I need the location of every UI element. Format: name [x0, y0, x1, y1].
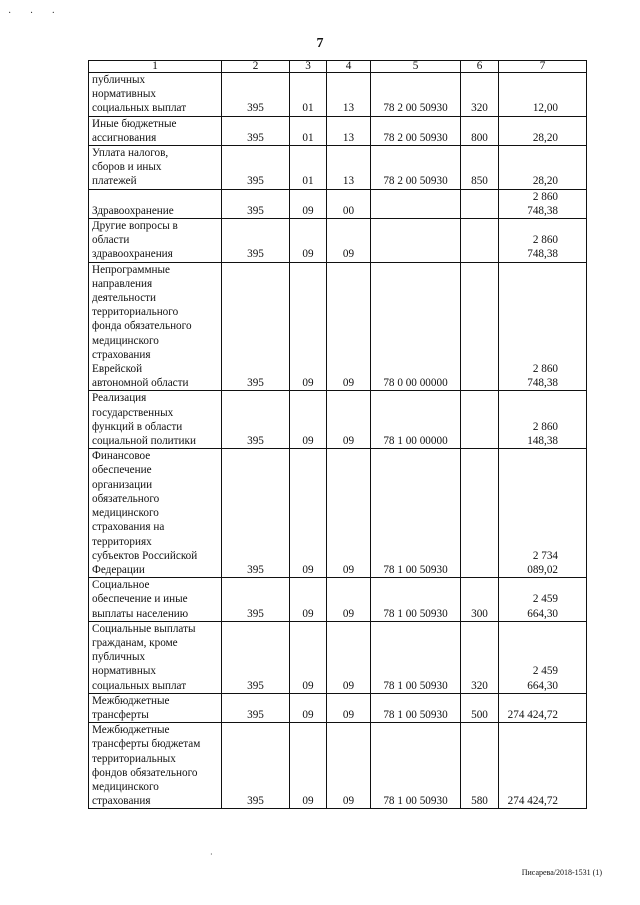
row-name-line: Финансовое — [92, 450, 151, 463]
row-name-line: публичных — [92, 651, 146, 664]
row-name-line: Непрограммные — [92, 263, 170, 276]
table-row — [89, 391, 587, 449]
expense-type-cell — [461, 189, 499, 218]
admin-code-cell: 395 — [222, 116, 290, 145]
amount-cell: 28,20 — [499, 116, 587, 145]
table-row — [89, 262, 587, 391]
row-name-line: трансферты — [92, 708, 149, 721]
row-name-line: Еврейской — [92, 363, 143, 376]
row-name-line: страхования — [92, 348, 151, 361]
row-name-line: Федерации — [92, 563, 145, 576]
section-cell: 01 — [290, 73, 327, 117]
amount-cell: 274 424,72 — [499, 693, 587, 722]
expense-type-cell: 500 — [461, 693, 499, 722]
admin-code-cell: 395 — [222, 219, 290, 263]
row-name — [89, 262, 222, 391]
amount-cell: 2 459 664,30 — [499, 621, 587, 693]
row-name-line: обеспечение и иные — [92, 593, 188, 606]
row-name-line: деятельности — [92, 292, 157, 305]
expense-type-cell: 320 — [461, 73, 499, 117]
header-cell: 4 — [327, 61, 371, 73]
section-cell: 09 — [290, 262, 327, 391]
expense-type-cell — [461, 262, 499, 391]
admin-code-cell: 395 — [222, 693, 290, 722]
subsection-cell: 09 — [327, 578, 371, 622]
row-name-line: Другие вопросы в — [92, 220, 178, 233]
table-body — [89, 61, 587, 809]
admin-code-cell: 395 — [222, 189, 290, 218]
admin-code-cell: 395 — [222, 391, 290, 449]
admin-code-cell: 395 — [222, 73, 290, 117]
header-cell: 7 — [499, 61, 587, 73]
row-name-line: направления — [92, 277, 153, 290]
header-cell: 5 — [371, 61, 461, 73]
row-name-line: сборов и иных — [92, 161, 162, 174]
row-name — [89, 116, 222, 145]
table-row — [89, 693, 587, 722]
budget-table — [88, 60, 587, 809]
row-name — [89, 723, 222, 809]
table-row — [89, 146, 587, 190]
row-name-line: организации — [92, 478, 153, 491]
row-name-line: территориального — [92, 306, 179, 319]
table-row — [89, 219, 587, 263]
amount-cell: 12,00 — [499, 73, 587, 117]
section-cell: 09 — [290, 693, 327, 722]
row-name-line: государственных — [92, 406, 174, 419]
admin-code-cell: 395 — [222, 146, 290, 190]
row-name-line: социальных выплат — [92, 679, 187, 692]
row-name-line: социальных выплат — [92, 102, 187, 115]
expense-type-cell: 300 — [461, 578, 499, 622]
header-cell: 3 — [290, 61, 327, 73]
row-name-line: трансферты бюджетам — [92, 738, 201, 751]
page-number: 7 — [316, 36, 324, 51]
row-name-line: гражданам, кроме — [92, 636, 178, 649]
expense-type-cell: 320 — [461, 621, 499, 693]
row-name-line: Здравоохранение — [92, 204, 174, 217]
row-name-line: страхования на — [92, 521, 165, 534]
row-name-line: публичных — [92, 74, 146, 86]
admin-code-cell: 395 — [222, 621, 290, 693]
target-article-cell: 78 2 00 50930 — [371, 73, 461, 117]
expense-type-cell: 580 — [461, 723, 499, 809]
expense-type-cell: 800 — [461, 116, 499, 145]
target-article-cell: 78 2 00 50930 — [371, 116, 461, 145]
admin-code-cell: 395 — [222, 723, 290, 809]
expense-type-cell — [461, 219, 499, 263]
section-cell: 01 — [290, 146, 327, 190]
header-cell: 6 — [461, 61, 499, 73]
section-cell: 09 — [290, 578, 327, 622]
amount-cell: 274 424,72 — [499, 723, 587, 809]
section-cell: 09 — [290, 621, 327, 693]
table-row — [89, 578, 587, 622]
header-cell: 1 — [89, 61, 222, 73]
subsection-cell: 00 — [327, 189, 371, 218]
section-cell: 09 — [290, 723, 327, 809]
amount-cell: 2 860 748,38 — [499, 219, 587, 263]
row-name-line: страхования — [92, 795, 151, 808]
row-name-line: Социальные выплаты — [92, 622, 196, 635]
row-name — [89, 693, 222, 722]
row-name — [89, 73, 222, 117]
row-name-line: функций в области — [92, 420, 183, 433]
row-name-line: Межбюджетные — [92, 724, 170, 737]
target-article-cell: 78 0 00 00000 — [371, 262, 461, 391]
subsection-cell: 13 — [327, 116, 371, 145]
admin-code-cell: 395 — [222, 262, 290, 391]
table-row — [89, 189, 587, 218]
table-header-row — [89, 61, 587, 73]
target-article-cell — [371, 189, 461, 218]
row-name — [89, 391, 222, 449]
row-name — [89, 189, 222, 218]
row-name-line: здравоохранения — [92, 248, 173, 261]
row-name — [89, 449, 222, 578]
header-cell: 2 — [222, 61, 290, 73]
section-cell: 09 — [290, 219, 327, 263]
row-name-line: Иные бюджетные — [92, 117, 177, 130]
row-name-line: Уплата налогов, — [92, 147, 169, 160]
row-name-line: фонда обязательного — [92, 320, 192, 333]
subsection-cell: 09 — [327, 723, 371, 809]
row-name-line: медицинского — [92, 507, 159, 520]
row-name-line: нормативных — [92, 665, 156, 678]
target-article-cell: 78 1 00 50930 — [371, 578, 461, 622]
row-name-line: нормативных — [92, 88, 156, 101]
row-name-line: медицинского — [92, 334, 159, 347]
footer-reference: Писарева/2018-1531 (1) — [521, 868, 602, 877]
expense-type-cell — [461, 391, 499, 449]
row-name — [89, 621, 222, 693]
target-article-cell: 78 1 00 50930 — [371, 449, 461, 578]
row-name-line: платежей — [92, 175, 137, 188]
row-name-line: ассигнования — [92, 131, 157, 144]
expense-type-cell — [461, 449, 499, 578]
row-name — [89, 578, 222, 622]
row-name-line: медицинского — [92, 780, 159, 793]
row-name-line: выплаты населению — [92, 607, 189, 620]
row-name-line: фондов обязательного — [92, 766, 198, 779]
expense-type-cell: 850 — [461, 146, 499, 190]
subsection-cell: 09 — [327, 391, 371, 449]
row-name-line: социальной политики — [92, 435, 196, 448]
subsection-cell: 09 — [327, 219, 371, 263]
table-row — [89, 723, 587, 809]
row-name-line: Межбюджетные — [92, 694, 170, 707]
row-name-line: обязательного — [92, 492, 160, 505]
target-article-cell: 78 2 00 50930 — [371, 146, 461, 190]
subsection-cell: 09 — [327, 621, 371, 693]
row-name-line: области — [92, 234, 130, 247]
subsection-cell: 13 — [327, 146, 371, 190]
scan-speck: · — [210, 850, 213, 859]
subsection-cell: 13 — [327, 73, 371, 117]
scan-specks: · · · — [8, 8, 63, 19]
section-cell: 09 — [290, 449, 327, 578]
subsection-cell: 09 — [327, 449, 371, 578]
amount-cell: 2 734 089,02 — [499, 449, 587, 578]
section-cell: 01 — [290, 116, 327, 145]
subsection-cell: 09 — [327, 693, 371, 722]
target-article-cell: 78 1 00 00000 — [371, 391, 461, 449]
target-article-cell: 78 1 00 50930 — [371, 621, 461, 693]
row-name — [89, 146, 222, 190]
amount-cell: 28,20 — [499, 146, 587, 190]
amount-cell: 2 860 748,38 — [499, 189, 587, 218]
row-name-line: Реализация — [92, 392, 147, 405]
amount-cell: 2 860 748,38 — [499, 262, 587, 391]
target-article-cell — [371, 219, 461, 263]
admin-code-cell: 395 — [222, 449, 290, 578]
target-article-cell: 78 1 00 50930 — [371, 723, 461, 809]
row-name-line: территориальных — [92, 752, 176, 765]
row-name-line: субъектов Российской — [92, 549, 198, 562]
table-row — [89, 621, 587, 693]
row-name — [89, 219, 222, 263]
admin-code-cell: 395 — [222, 578, 290, 622]
section-cell: 09 — [290, 391, 327, 449]
subsection-cell: 09 — [327, 262, 371, 391]
amount-cell: 2 860 148,38 — [499, 391, 587, 449]
table-row — [89, 449, 587, 578]
row-name-line: Социальное — [92, 579, 150, 592]
table-row — [89, 73, 587, 117]
row-name-line: территориях — [92, 535, 152, 548]
row-name-line: обеспечение — [92, 464, 152, 477]
table-row — [89, 116, 587, 145]
amount-cell: 2 459 664,30 — [499, 578, 587, 622]
section-cell: 09 — [290, 189, 327, 218]
target-article-cell: 78 1 00 50930 — [371, 693, 461, 722]
row-name-line: автономной области — [92, 377, 189, 390]
